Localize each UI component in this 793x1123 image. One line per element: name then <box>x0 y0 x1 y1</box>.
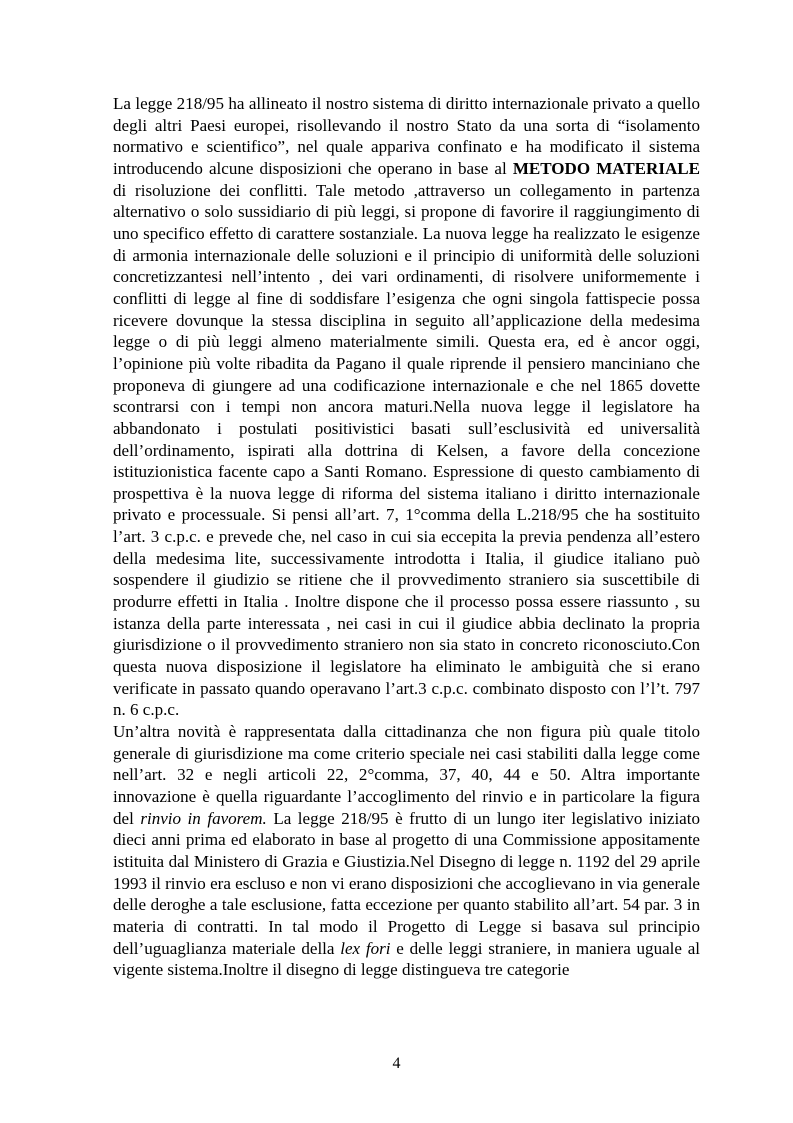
paragraph-text: La legge 218/95 ha allineato il nostro sistema di diritto internazionale privato a quello degli altri Paesi europei, risollevando il nostro Stato da una sorta di “isolamento normativo e scientifico”, nel quale appariva confinato e ha modificato il sistema introducendo alcune disposizioni che operano in base al <box>113 94 700 178</box>
page-number: 4 <box>392 1055 401 1072</box>
paragraph <box>113 721 700 981</box>
paragraph-text: e delle leggi straniere, in maniera uguale al vigente sistema.Inoltre il disegno di legge distingueva tre categorie <box>113 938 700 980</box>
paragraph <box>113 93 700 721</box>
body-text <box>113 93 700 981</box>
paragraph-text: di risoluzione dei conflitti. Tale metodo ,attraverso un collegamento in partenza alternativo o solo sussidiario di più leggi, si propone di favorire il raggiungimento di uno specifico effetto di carattere sostanziale. La nuova legge ha realizzato le esigenze di armonia internazionale delle soluzioni e il principio di uniformità delle soluzioni concretizzantesi nell’intento , dei vari ordinamenti, di risolvere uniformemente i conflitti di legge al fine di soddisfare l’esigenza che ogni singola fattispecie possa ricevere dovunque la stessa disciplina in seguito all’applicazione della medesima legge o di più leggi almeno materialmente simili. Questa era, ed è ancor oggi, l’opinione più volte ribadita da Pagano il quale riprende il pensiero manciniano che proponeva di giungere ad una codificazione internazionale e che nel 1865 dovette scontrarsi con i tempi non ancora maturi.Nella nuova legge il legislatore ha abbandonato i postulati positivistici basati sull’esclusività ed universalità dell’ordinamento, ispirati alla dottrina di Kelsen, a favore della concezione istituzionistica facente capo a Santi Romano. Espressione di questo cambiamento di prospettiva è la nuova legge di riforma del sistema italiano i diritto internazionale privato e processuale. Si pensi all’art. 7, 1°comma della L.218/95 che ha sostituito l’art. 3 c.p.c. e prevede che, nel caso in cui sia eccepita la previa pendenza all’estero della medesima lite, successivamente introdotta i Italia, il giudice italiano può sospendere il giudizio se ritiene che il provvedimento straniero sia suscettibile di produrre effetti in Italia . Inoltre dispone che il processo possa essere riassunto , su istanza della parte interessata , nei casi in cui il giudice abbia declinato la propria giurisdizione o il provvedimento straniero non sia stato in concreto riconosciuto.Con questa nuova disposizione il legislatore ha eliminato le ambiguità che si erano verificate in passato quando operavano l’art.3 c.p.c. combinato disposto con l’l’t. 797 n. 6 c.p.c. <box>113 180 700 720</box>
italic-term: lex fori <box>340 938 391 958</box>
paragraph-text: Un’altra novità è rappresentata dalla cittadinanza che non figura più quale titolo generale di giurisdizione ma come criterio speciale nei casi stabiliti dalla legge come nell’art. 32 e negli articoli 22, 2°comma, 37, 40, 44 e 50. Altra importante innovazione è quella riguardante l’accoglimento del rinvio e in particolare la figura del <box>113 722 700 828</box>
paragraph-text: La legge 218/95 è frutto di un lungo iter legislativo iniziato dieci anni prima ed elaborato in base al progetto di una Commissione appositamente istituita dal Ministero di Grazia e Giustizia.Nel Disegno di legge n. 1192 del 29 aprile 1993 il rinvio era escluso e non vi erano disposizioni che accoglievano in via generale delle deroghe a tale esclusione, fatta eccezione per quanto stabilito all’art. 54 par. 3 in materia di contratti. In tal modo il Progetto di Legge si basava sul principio dell’uguaglianza materiale della <box>113 808 700 958</box>
bold-term: METODO MATERIALE <box>512 158 700 178</box>
italic-term: rinvio in favorem. <box>140 808 267 828</box>
